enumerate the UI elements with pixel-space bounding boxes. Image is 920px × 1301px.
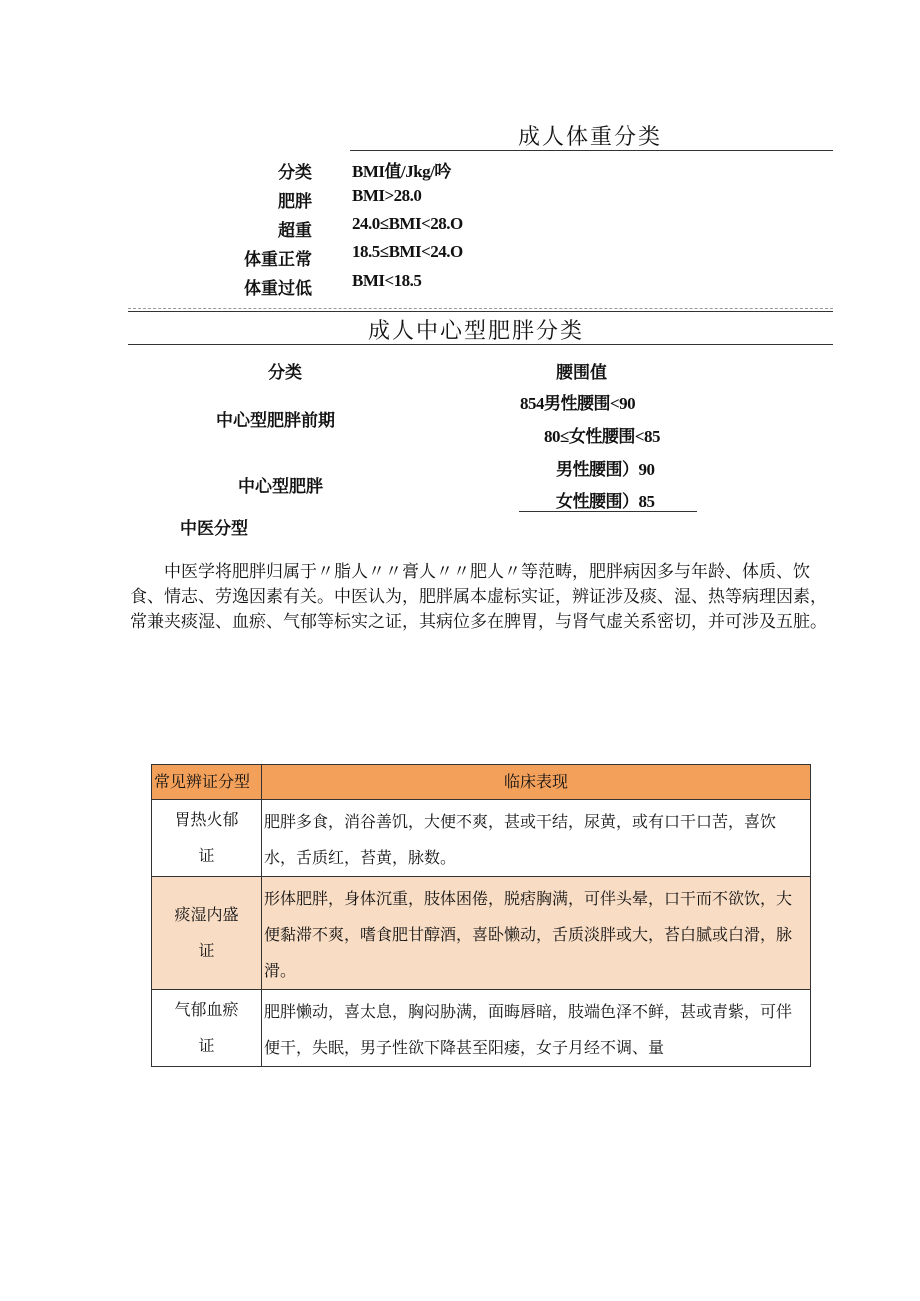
- header-type: 常见辨证分型: [152, 765, 262, 800]
- table-header-row: [152, 765, 811, 800]
- bmi-table-title: 成人体重分类: [518, 125, 663, 150]
- syndrome-type: [152, 877, 262, 990]
- waist-pre-value-male: 854男性腰围<90: [520, 394, 636, 413]
- bmi-row-value: 24.0≤BMI<28.O: [352, 214, 463, 233]
- bmi-row-category: 超重: [278, 221, 312, 241]
- clinical-text: 肥胖懒动，喜太息，胸闷胁满，面晦唇暗，肢端色泽不鲜，甚或青紫，可伴便干，失眠，男子性欲下降甚至阳痿，女子月经不调、量: [262, 990, 811, 1067]
- bmi-bottom-rule: [128, 308, 833, 309]
- table-row: [152, 990, 811, 1067]
- bmi-row-category: 体重过低: [244, 279, 312, 299]
- syndrome-type-line2: 证: [198, 1036, 215, 1055]
- table-row: [152, 800, 811, 877]
- tcm-syndrome-table: [151, 764, 811, 1067]
- waist-obese-value-female: 女性腰围）85: [556, 492, 655, 511]
- syndrome-type-line1: 气郁血瘀: [174, 1000, 239, 1019]
- bmi-row-value: BMI>28.0: [352, 186, 422, 205]
- syndrome-type-line2: 证: [198, 846, 215, 865]
- waist-obese-value-male: 男性腰围）90: [556, 460, 655, 479]
- bmi-row-category: 肥胖: [278, 192, 312, 212]
- bmi-row-category: 体重正常: [244, 250, 312, 270]
- waist-header-value: 腰围值: [556, 363, 607, 383]
- waist-bottom-rule: [519, 511, 697, 512]
- tcm-heading: 中医分型: [180, 519, 248, 539]
- bmi-title-rule: [350, 150, 833, 151]
- bmi-header-category: 分类: [278, 163, 312, 183]
- clinical-text: 肥胖多食，消谷善饥，大便不爽，甚或干结，尿黄，或有口干口苦，喜饮水，舌质红，苔黄，脉数。: [262, 800, 811, 877]
- table-row: [152, 877, 811, 990]
- waist-obese-label: 中心型肥胖: [238, 477, 323, 497]
- syndrome-type-line1: 胃热火郁: [174, 810, 239, 829]
- waist-pre-label: 中心型肥胖前期: [216, 411, 335, 431]
- header-clinical: 临床表现: [262, 765, 811, 800]
- waist-table-title: 成人中心型肥胖分类: [368, 319, 585, 344]
- syndrome-type: [152, 990, 262, 1067]
- syndrome-type-line1: 痰湿内盛: [174, 905, 239, 924]
- bmi-header-value: BMI值/Jkg/吟: [352, 162, 451, 181]
- clinical-text: 形体肥胖，身体沉重，肢体困倦，脱痞胸满，可伴头晕，口干而不欲饮，大便黏滞不爽，嗜食肥甘醇酒，喜卧懒动，舌质淡胖或大，苔白腻或白滑，脉滑。: [262, 877, 811, 990]
- waist-top-rule: [128, 311, 833, 312]
- waist-title-rule: [128, 344, 833, 345]
- bmi-row-value: 18.5≤BMI<24.O: [352, 242, 463, 261]
- tcm-paragraph: 中医学将肥胖归属于〃脂人〃〃膏人〃〃肥人〃等范畴，肥胖病因多与年龄、体质、饮食、情志、劳逸因素有关。中医认为，肥胖属本虚标实证，辨证涉及痰、湿、热等病理因素，常兼夹痰湿、血瘀、气郁等标实之证，其病位多在脾胃，与肾气虚关系密切，并可涉及五脏。: [130, 562, 827, 632]
- syndrome-type-line2: 证: [198, 941, 215, 960]
- bmi-row-value: BMI<18.5: [352, 271, 422, 290]
- syndrome-type: [152, 800, 262, 877]
- waist-header-category: 分类: [268, 363, 302, 383]
- waist-pre-value-female: 80≤女性腰围<85: [544, 427, 661, 446]
